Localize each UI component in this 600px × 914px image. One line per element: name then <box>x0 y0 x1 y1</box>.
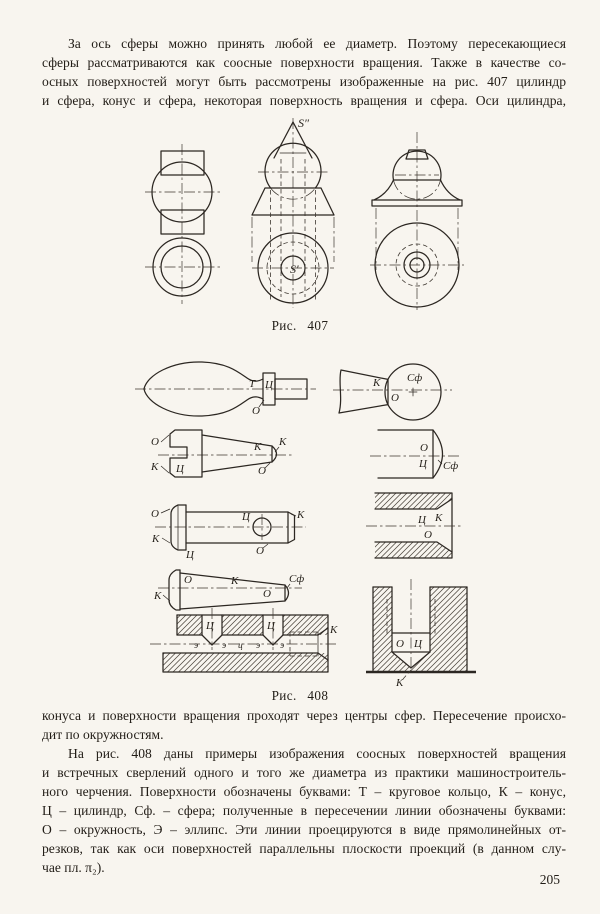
label-cylinder: ц <box>238 641 243 651</box>
label-torus: Т <box>249 378 256 390</box>
label-cone: К <box>152 533 160 545</box>
fig408-slotted-screw <box>150 430 293 477</box>
label-circle: О <box>184 574 192 586</box>
label-cone: К <box>297 509 305 521</box>
fig408-cylinder-dome <box>370 430 460 478</box>
text-line: ного черчения. Поверхности обозначены буквами: Т – круговое кольцо, К – конус, <box>42 784 566 799</box>
label-ellipse: э <box>222 641 227 651</box>
label-circle: О <box>263 588 271 600</box>
label-cone: К <box>231 575 239 587</box>
label-cylinder: Ц <box>186 549 194 561</box>
fig408-taper-pin <box>153 570 304 610</box>
bottom-paragraph <box>42 706 566 877</box>
fig408-handle <box>135 362 316 417</box>
label-sphere: Сф <box>407 372 423 384</box>
fig407-view-revolution-sphere <box>370 132 464 310</box>
figure-407-caption: Рис. 407 <box>271 318 329 333</box>
label-circle: О <box>151 508 159 520</box>
label-circle: О <box>151 436 159 448</box>
label-sphere: Сф <box>289 573 305 585</box>
fig408-cone-sphere <box>333 364 452 420</box>
text-line: Ц – цилиндр, Сф. – сфера; полученные в пересечении линии обозначены буквами: <box>42 803 566 818</box>
label-circle: О <box>258 465 266 477</box>
label-cone: К <box>373 377 381 389</box>
label-cone: К <box>279 436 287 448</box>
fig408-countersink-section <box>366 493 462 558</box>
text-line: О – окружность, Э – эллипс. Эти линии проецируются в виде прямолинейных от- <box>42 822 566 837</box>
text-line: конуса и поверхности вращения проходят через центры сфер. Пересечение происхо- <box>42 708 566 723</box>
figure-408-drawing <box>130 352 490 692</box>
top-paragraph <box>42 34 566 110</box>
label-cylinder: Ц <box>419 458 427 470</box>
fig407-view-cone-sphere <box>252 116 334 308</box>
page-number: 205 <box>539 872 560 887</box>
label-circle: О <box>420 442 428 454</box>
label-cylinder: Ц <box>414 638 422 650</box>
label-cone: К <box>254 441 262 453</box>
label-circle: О <box>252 405 260 417</box>
text-line: За ось сферы можно принять любой ее диаметр. Поэтому пересекающиеся <box>68 36 566 51</box>
label-cone-apex: S″ <box>298 116 309 130</box>
label-cylinder: Ц <box>176 463 184 475</box>
label-ellipse: э <box>280 641 285 651</box>
label-cylinder: Ц <box>242 511 250 523</box>
text-line: дит по окружностям. <box>42 727 164 742</box>
label-ellipse: э <box>194 641 199 651</box>
label-cone-apex-plan: S′ <box>290 262 299 276</box>
label-circle: О <box>396 638 404 650</box>
label-cone: К <box>154 590 162 602</box>
fig407-view-cylinder-sphere <box>145 144 220 304</box>
text-line: и встречных сверлений одного и того же диаметра из практики машиностроитель- <box>42 765 566 780</box>
label-cone: К <box>435 512 443 524</box>
fig408-cross-drilled-section <box>150 608 338 672</box>
text-line: осных поверхностей могут быть рассмотрены изображенные на рис. 407 цилиндр <box>42 74 566 89</box>
label-cylinder: Ц <box>265 379 273 391</box>
figure-408-caption: Рис. 408 <box>271 688 329 703</box>
label-ellipse: э <box>256 641 261 651</box>
label-circle: О <box>256 545 264 557</box>
label-cylinder: Ц <box>206 620 214 632</box>
text-line: На рис. 408 даны примеры изображения соосных поверхностей вращения <box>68 746 566 761</box>
label-cylinder: Ц <box>267 620 275 632</box>
label-sphere: Сф <box>443 460 459 472</box>
text-line: резков, так как оси поверхностей параллельны плоскости проекций (в данном слу- <box>42 841 566 856</box>
label-cylinder: Ц <box>418 514 426 526</box>
label-cone: К <box>330 624 338 636</box>
label-cone: К <box>151 461 159 473</box>
text-line: и сфера, конус и сфера, некоторая поверхность вращения и сфера. Оси цилиндра, <box>42 93 566 108</box>
fig408-vertical-hole-section <box>366 579 476 689</box>
label-cone: К <box>396 677 404 689</box>
text-line: чае пл. π₂). <box>42 860 105 875</box>
text-line: сферы рассматриваются как соосные поверхности вращения. Также в качестве со- <box>42 55 566 70</box>
figure-407-drawing <box>120 112 490 314</box>
fig408-pin <box>151 505 306 561</box>
label-circle: О <box>391 392 399 404</box>
label-circle: О <box>424 529 432 541</box>
